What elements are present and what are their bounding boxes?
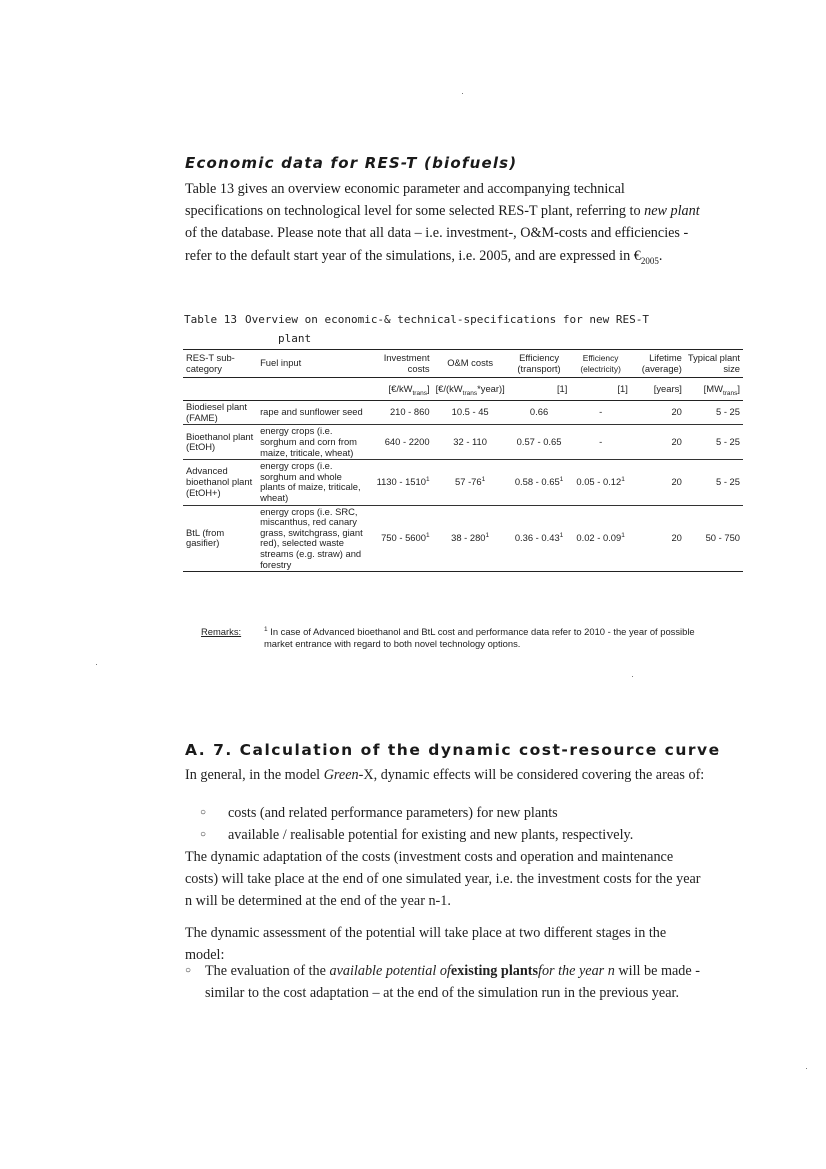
table-caption-label: Table 13 [184, 313, 237, 326]
cell-fuel: energy crops (i.e. sorghum and corn from maize, triticale, wheat) [257, 425, 369, 460]
intro-year-subscript: 2005 [640, 255, 659, 266]
table-row [183, 460, 743, 505]
cell-om: 57 $-76^1$ [433, 460, 508, 505]
cell-eff-electricity: 0.02 - 0.09$^1$ [570, 505, 631, 572]
units-om: $[€/(kW_{trans}*year)]$ [433, 378, 508, 401]
table-row [183, 401, 743, 425]
cell-investment: 210 - 860 [369, 401, 432, 425]
intro-text-3: . [658, 247, 663, 264]
cell-lifetime: 20 [631, 401, 685, 425]
section-heading-a7: A. 7. Calculation of the dynamic cost-resource curve [185, 741, 721, 759]
cell-category: BtL (from gasifier) [183, 505, 257, 572]
hollow-circle-icon: ○ [200, 807, 207, 818]
scan-speck [632, 676, 633, 677]
scan-speck [96, 664, 97, 665]
table-caption-continued: plant [278, 332, 312, 345]
hollow-circle-icon: ○ [200, 829, 207, 841]
cell-category: Biodiesel plant (FAME) [183, 401, 257, 425]
table-row [183, 425, 743, 460]
cell-om: 10.5 - 45 [433, 401, 508, 425]
cell-category: Advanced bioethanol plant (EtOH+) [183, 460, 257, 505]
table-header-row [183, 350, 743, 378]
header-om: O&M costs [433, 350, 508, 378]
list-item: ○ available / realisable potential for existing and new plants, respectively. [200, 824, 700, 846]
cell-fuel: energy crops (i.e. SRC, miscanthus, red canary grass, switchgrass, giant red), selected waste streams (e.g. straw) and forestry [257, 505, 369, 572]
list-item: ○ The evaluation of the available potential ofexisting plantsfor the year n will be made - similar to the cost adaptation – at the end of the simulation run in the previous year. [185, 960, 705, 1004]
table-units-row [183, 378, 743, 401]
units-eff-transport: [1] [508, 378, 571, 401]
cell-om: $38 - 280^1$ [433, 505, 508, 572]
header-plant-size: Typical plant size [685, 350, 743, 378]
header-category: RES-T sub-category [183, 350, 257, 378]
economic-data-table [183, 349, 743, 572]
cell-eff-transport: 0.57 - 0.65 [508, 425, 571, 460]
header-investment: Investment costs [369, 350, 432, 378]
a7-bullet-list-2 [185, 960, 705, 1004]
header-eff-electricity: Efficiency (electricity) [570, 350, 631, 378]
table-caption-text: Overview on economic-& technical-specifications for new RES-T [244, 313, 649, 326]
units-plant-size: $[MW_{trans}]$ [685, 378, 743, 401]
cell-plant-size: 5 - 25 [685, 460, 743, 505]
cell-investment: 1130 - 1510$^1$ [369, 460, 432, 505]
cell-eff-transport: 0.66 [508, 401, 571, 425]
units-eff-electricity: [1] [570, 378, 631, 401]
cell-eff-electricity: - [570, 401, 631, 425]
cell-lifetime: 20 [631, 425, 685, 460]
cell-fuel: energy crops (i.e. sorghum and whole plants of maize, triticale, wheat) [257, 460, 369, 505]
cell-category: Bioethanol plant (EtOH) [183, 425, 257, 460]
header-fuel: Fuel input [257, 350, 369, 378]
hollow-circle-icon: ○ [185, 965, 192, 976]
table-row [183, 505, 743, 572]
cell-plant-size: 5 - 25 [685, 425, 743, 460]
cell-lifetime: 20 [631, 505, 685, 572]
a7-paragraph-1: In general, in the model Green-X, dynamic effects will be considered covering the areas of: [185, 767, 705, 783]
cell-investment: 750 - 5600$^1$ [369, 505, 432, 572]
cell-eff-electricity: - [570, 425, 631, 460]
a7-paragraph-3: The dynamic assessment of the potential will take place at two different stages in the model: [185, 925, 667, 964]
cell-eff-transport: 0.58 - 0.65$^1$ [508, 460, 571, 505]
cell-investment: 640 - 2200 [369, 425, 432, 460]
header-lifetime: Lifetime (average) [631, 350, 685, 378]
cell-lifetime: 20 [631, 460, 685, 505]
scan-speck [462, 93, 463, 94]
intro-text-2: of the database. Please note that all data – i.e. investment-, O&M-costs and efficiencies - refer to the default start year of the simulations, i.e. 2005, and are expressed in € [185, 225, 689, 264]
cell-plant-size: 50 - 750 [685, 505, 743, 572]
table-caption [184, 310, 704, 348]
intro-text-1: Table 13 gives an overview economic parameter and accompanying technical specifications on technological level for some selected RES-T plant, referring to [185, 181, 645, 220]
list-item: ○ costs (and related performance parameters) for new plants [200, 802, 700, 824]
intro-paragraph [185, 178, 705, 267]
units-investment: $[€/kW_{trans}]$ [369, 378, 432, 401]
a7-bullet-list [200, 802, 700, 846]
cell-plant-size: 5 - 25 [685, 401, 743, 425]
remarks-text: $^1$ In case of Advanced bioethanol and BtL cost and performance data refer to 2010 - the year of possible market entrance with regard to both novel technology options. [264, 625, 695, 649]
intro-new-plant: new plant [644, 203, 700, 220]
scan-speck [806, 1068, 807, 1069]
a7-paragraph-2: The dynamic adaptation of the costs (investment costs and operation and maintenance costs) will take place at the end of one simulated year, i.e. the investment costs for the year n will be determined at the end of the year n-1. [185, 849, 701, 910]
section-heading-economic-data: Economic data for RES-T (biofuels) [185, 154, 518, 172]
cell-fuel: rape and sunflower seed [257, 401, 369, 425]
units-fuel-empty [257, 378, 369, 401]
cell-eff-transport: 0.36 - 0.43$^1$ [508, 505, 571, 572]
units-lifetime: [years] [631, 378, 685, 401]
cell-om: 32 - 110 [433, 425, 508, 460]
model-name: Green [323, 767, 359, 783]
cell-eff-electricity: 0.05 - 0.12$^1$ [570, 460, 631, 505]
header-eff-transport: Efficiency (transport) [508, 350, 571, 378]
remarks-label: Remarks: [201, 626, 242, 637]
units-category-empty [183, 378, 257, 401]
